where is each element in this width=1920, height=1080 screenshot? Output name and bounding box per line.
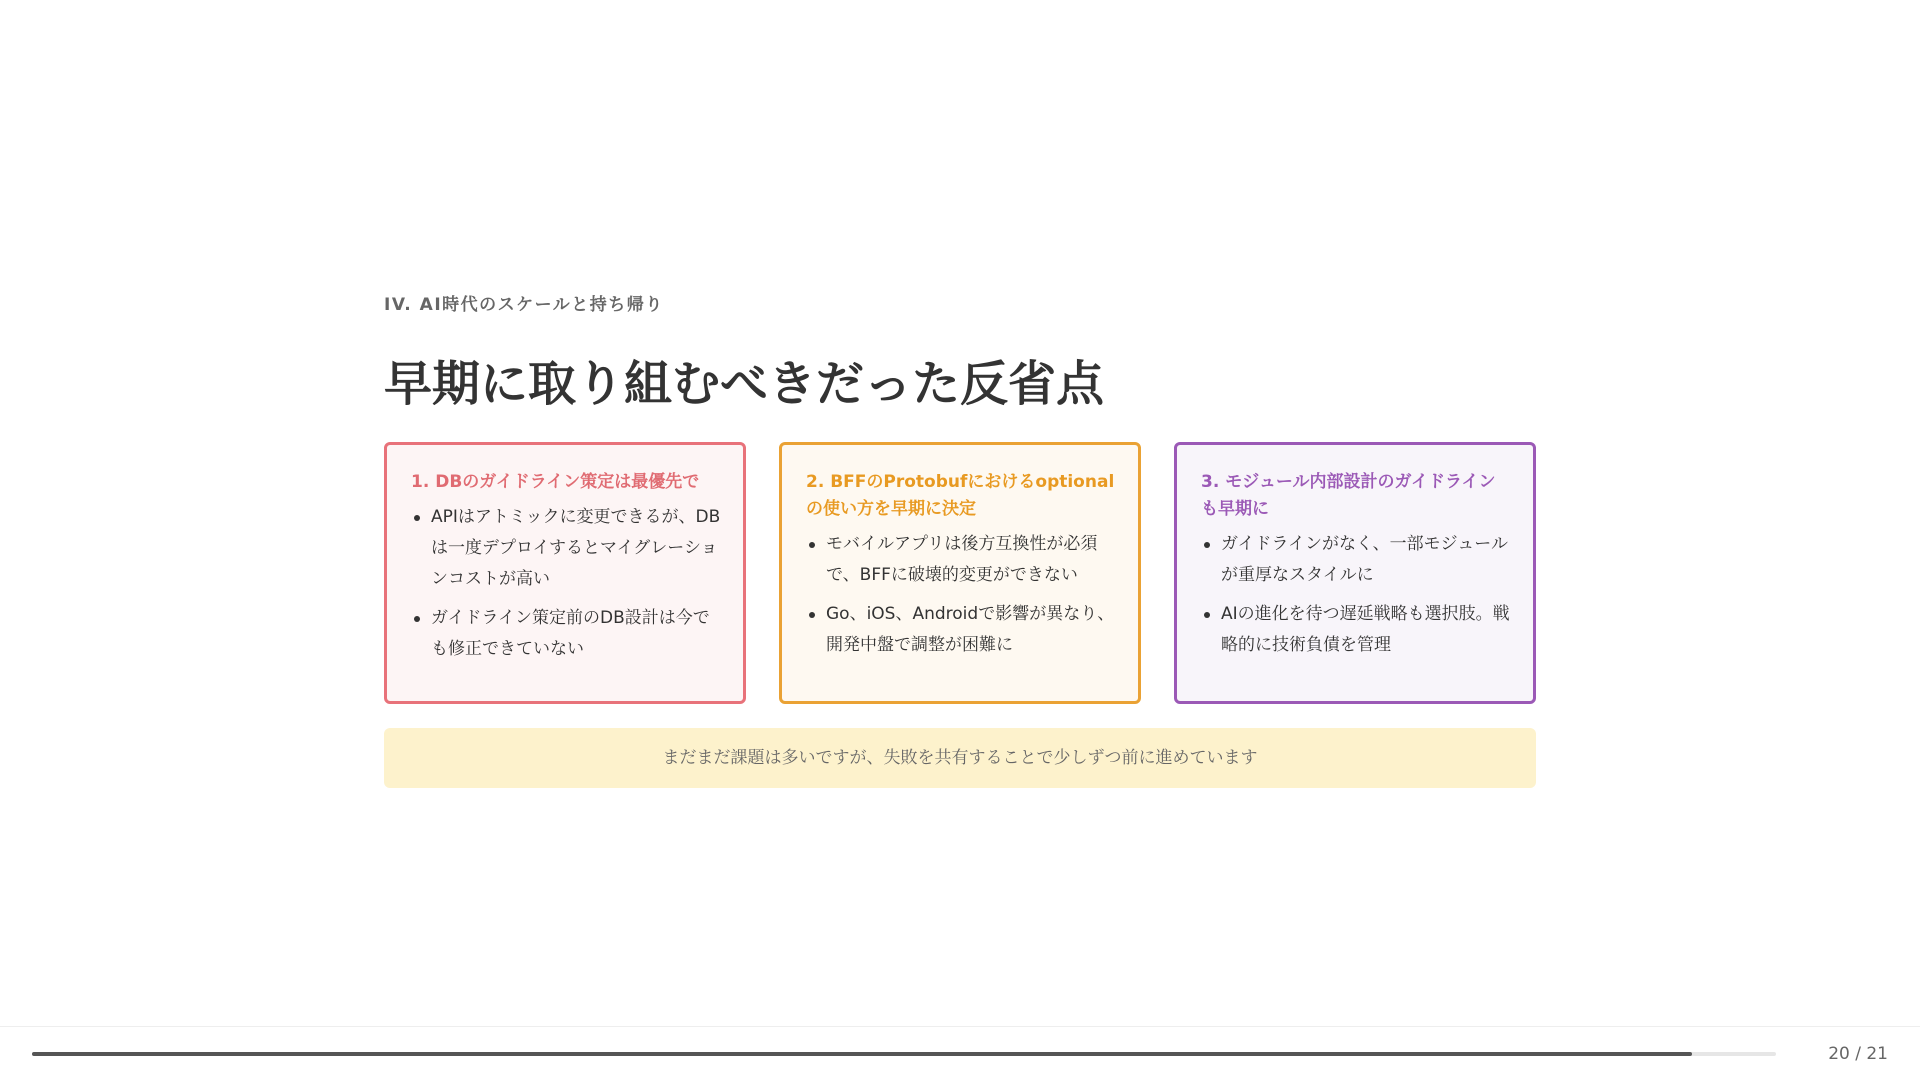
card-bullet-list bbox=[1201, 529, 1511, 661]
card-module-guideline bbox=[1174, 442, 1536, 704]
presentation-footer bbox=[0, 1026, 1920, 1080]
card-title: 3. モジュール内部設計のガイドラインも早期に bbox=[1201, 472, 1496, 519]
bullet-item: ガイドラインがなく、一部モジュールが重厚なスタイルに bbox=[1221, 529, 1511, 591]
card-db-guideline bbox=[384, 442, 746, 704]
bullet-item: APIはアトミックに変更できるが、DBは一度デプロイするとマイグレーションコストが高い bbox=[431, 502, 721, 595]
card-bullet-list bbox=[411, 502, 721, 665]
slide-content bbox=[384, 290, 1536, 768]
card-bullet-list bbox=[806, 529, 1116, 661]
summary-note: まだまだ課題は多いですが、失敗を共有することで少しずつ前に進めています bbox=[384, 728, 1536, 788]
card-bff-protobuf bbox=[779, 442, 1141, 704]
bullet-item: AIの進化を待つ遅延戦略も選択肢。戦略的に技術負債を管理 bbox=[1221, 599, 1511, 661]
progress-bar[interactable] bbox=[32, 1052, 1776, 1056]
card-row bbox=[384, 442, 1536, 704]
page-counter: 20 / 21 bbox=[1828, 1044, 1888, 1064]
card-title: 2. BFFのProtobufにおけるoptionalの使い方を早期に決定 bbox=[806, 472, 1115, 519]
bullet-item: モバイルアプリは後方互換性が必須で、BFFに破壊的変更ができない bbox=[826, 529, 1116, 591]
bullet-item: Go、iOS、Androidで影響が異なり、開発中盤で調整が困難に bbox=[826, 599, 1116, 661]
bullet-item: ガイドライン策定前のDB設計は今でも修正できていない bbox=[431, 603, 721, 665]
card-title: 1. DBのガイドライン策定は最優先で bbox=[411, 472, 700, 492]
section-label: IV. AI時代のスケールと持ち帰り bbox=[384, 295, 664, 315]
progress-bar-fill bbox=[32, 1052, 1692, 1056]
slide-title: 早期に取り組むべきだった反省点 bbox=[384, 356, 1105, 412]
